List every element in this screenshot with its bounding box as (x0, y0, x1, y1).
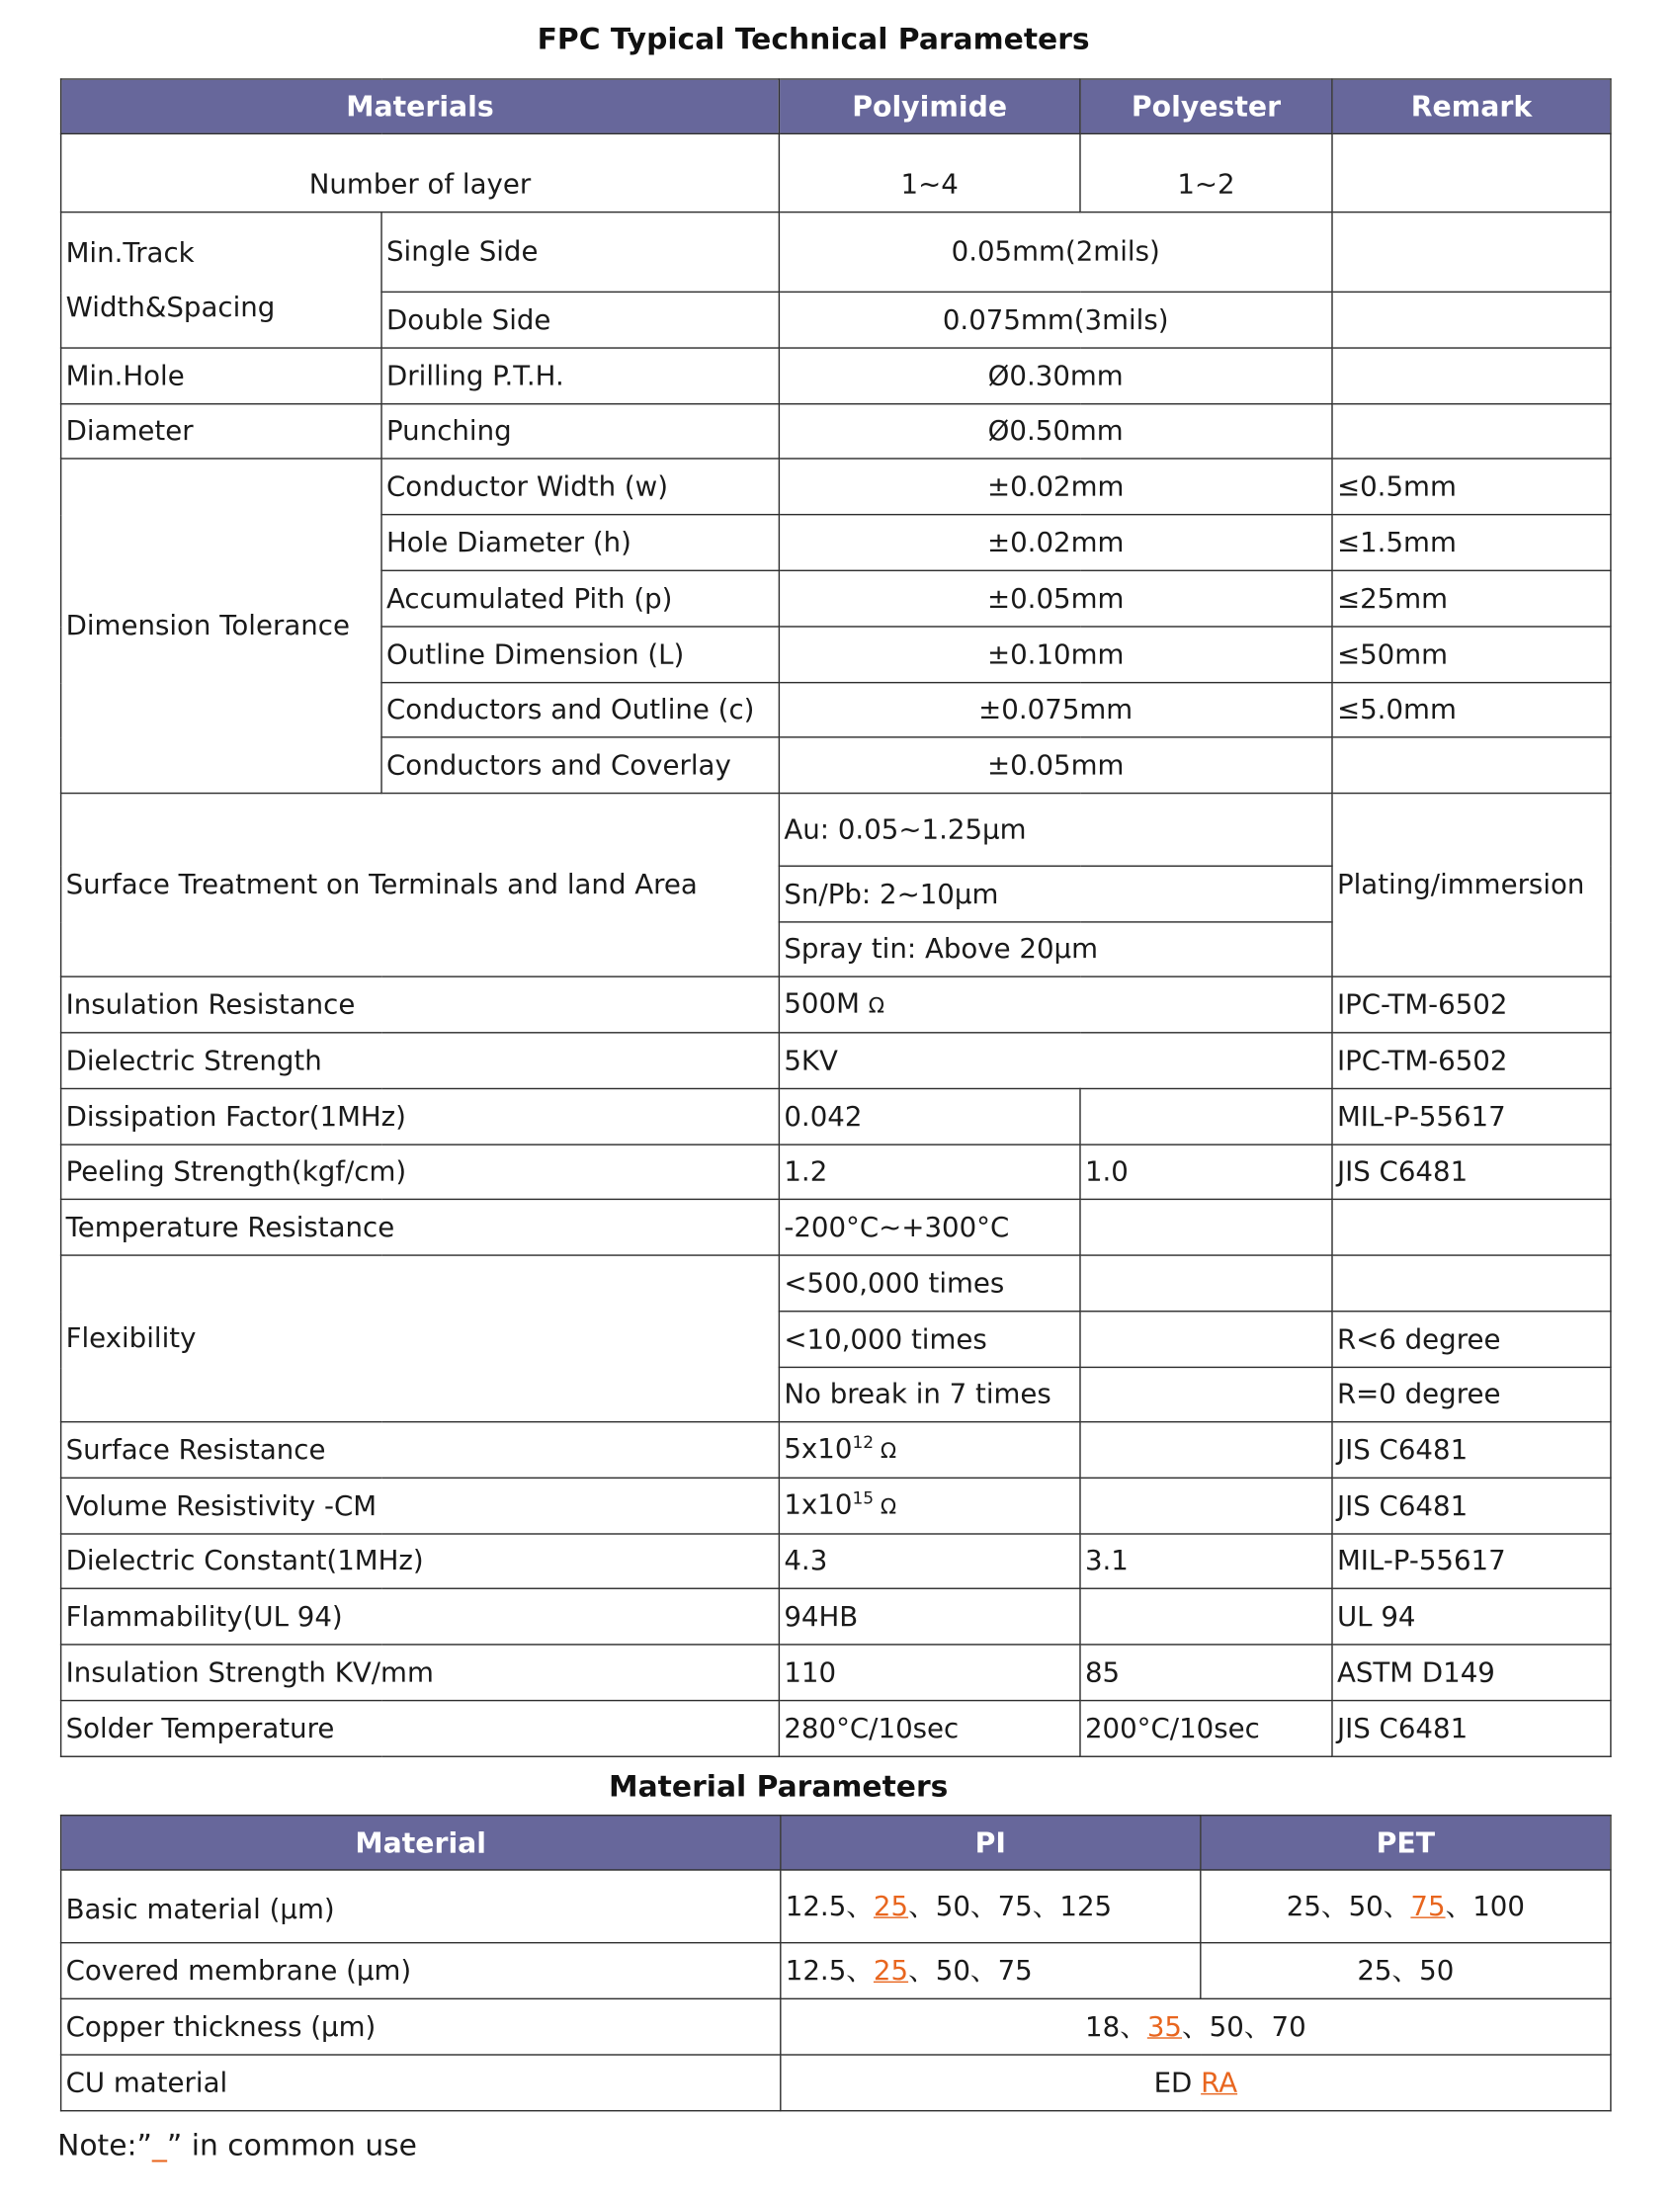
row-label: Dielectric Strength (61, 1033, 780, 1089)
row-label: Surface Treatment on Terminals and land Area (61, 794, 780, 977)
table-row (61, 1199, 1611, 1255)
row-label: Copper thickness (μm) (61, 1998, 781, 2055)
row-label-line: Width&Spacing (65, 291, 276, 324)
cell-remark: ≤50mm (1332, 627, 1611, 683)
table-row (61, 1701, 1611, 1757)
row-label: Diameter (61, 404, 381, 459)
cell-remark: ASTM D149 (1332, 1645, 1611, 1701)
row-label: Insulation Resistance (61, 976, 780, 1033)
ohm-symbol: Ω (874, 1493, 897, 1520)
common-use-value: 75 (1410, 1889, 1446, 1922)
table-row (61, 794, 1611, 867)
cell-remark: JIS C6481 (1332, 1478, 1611, 1534)
table-header-row (61, 1816, 1611, 1870)
cell-remark: JIS C6481 (1332, 1422, 1611, 1479)
cell-remark: IPC-TM-6502 (1332, 976, 1611, 1033)
sub-label: Conductors and Coverlay (381, 737, 779, 794)
list-separator: 、 (1320, 1889, 1349, 1922)
row-label: Dielectric Constant(1MHz) (61, 1534, 780, 1588)
value-text: 500M (784, 986, 869, 1020)
cell-pi (781, 1943, 1201, 1999)
cell-remark: MIL-P-55617 (1332, 1088, 1611, 1144)
cell-value: ±0.05mm (779, 737, 1332, 794)
cell-polyester: 1~2 (1080, 133, 1332, 212)
value-base: 5x10 (784, 1432, 853, 1465)
cell-value: ±0.02mm (779, 459, 1332, 515)
note-prefix: Note:” (57, 2128, 152, 2162)
cell-value: Ø0.30mm (779, 348, 1332, 404)
cell-value: Spray tin: Above 20μm (779, 922, 1332, 976)
ohm-symbol: Ω (874, 1437, 897, 1464)
row-label: Covered membrane (μm) (61, 1943, 781, 1999)
cell-copper (781, 1998, 1611, 2055)
cell-value: ±0.02mm (779, 515, 1332, 571)
row-label: Min.Hole (61, 348, 381, 404)
table-row (61, 133, 1611, 212)
table-row (61, 1478, 1611, 1534)
list-value: 50 (1419, 1954, 1455, 1987)
cell-polyimide: -200°C~+300°C (779, 1199, 1080, 1255)
list-value: 75 (997, 1954, 1033, 1987)
value-ed: ED (1153, 2066, 1202, 2098)
cell-value: 5KV (779, 1033, 1332, 1089)
common-use-value: 35 (1146, 2009, 1183, 2043)
list-value: 50 (1348, 1889, 1384, 1922)
row-label: Volume Resistivity -CM (61, 1478, 780, 1534)
ohm-symbol: Ω (868, 992, 884, 1018)
list-separator: 、 (846, 1954, 874, 1987)
list-value: 100 (1472, 1889, 1525, 1922)
page-title: FPC Typical Technical Parameters (537, 22, 1090, 56)
list-separator: 、 (908, 1954, 936, 1987)
list-value: 50 (935, 1954, 970, 1987)
list-separator: 、 (1391, 1954, 1420, 1987)
row-label: Dimension Tolerance (61, 459, 381, 794)
header-pi: PI (781, 1816, 1201, 1870)
table-row (61, 1998, 1611, 2055)
cell-remark: ≤0.5mm (1332, 459, 1611, 515)
list-separator: 、 (846, 1889, 874, 1922)
sub-label: Outline Dimension (L) (381, 627, 779, 683)
row-label: Surface Resistance (61, 1422, 780, 1479)
cell-polyester (1080, 1255, 1332, 1312)
cell-remark: R=0 degree (1332, 1367, 1611, 1421)
header-materials: Materials (61, 79, 780, 133)
common-use-value: 25 (873, 1954, 909, 1987)
table-row (61, 1534, 1611, 1588)
sub-label: Conductors and Outline (c) (381, 683, 779, 737)
list-value: 125 (1059, 1889, 1113, 1922)
cell-cu (781, 2055, 1611, 2111)
table-row (61, 2055, 1611, 2111)
list-value: 12.5 (785, 1889, 847, 1922)
cell-remark: ≤5.0mm (1332, 683, 1611, 737)
row-label: Solder Temperature (61, 1701, 780, 1757)
cell-polyimide: 4.3 (779, 1534, 1080, 1588)
header-material: Material (61, 1816, 781, 1870)
row-label (61, 212, 381, 348)
cell-polyimide: 0.042 (779, 1088, 1080, 1144)
cell-remark: JIS C6481 (1332, 1701, 1611, 1757)
cell-remark: IPC-TM-6502 (1332, 1033, 1611, 1089)
value-ra: RA (1201, 2066, 1238, 2098)
cell-polyimide: 280°C/10sec (779, 1701, 1080, 1757)
cell-pet (1201, 1943, 1611, 1999)
cell-polyester (1080, 1478, 1332, 1534)
list-value: 12.5 (785, 1954, 847, 1987)
cell-remark: JIS C6481 (1332, 1144, 1611, 1199)
row-label: CU material (61, 2055, 781, 2111)
cell-polyimide: <10,000 times (779, 1312, 1080, 1368)
table-row (61, 1588, 1611, 1645)
cell-polyester: 1.0 (1080, 1144, 1332, 1199)
cell-value: ±0.05mm (779, 570, 1332, 627)
technical-parameters-table (60, 78, 1612, 1757)
cell-polyester (1080, 1199, 1332, 1255)
cell-polyester (1080, 1312, 1332, 1368)
header-polyimide: Polyimide (779, 79, 1080, 133)
cell-remark (1332, 404, 1611, 459)
row-label: Peeling Strength(kgf/cm) (61, 1144, 780, 1199)
list-value: 50 (1209, 2009, 1244, 2043)
cell-remark (1332, 737, 1611, 794)
cell-polyester (1080, 1088, 1332, 1144)
cell-polyimide: <500,000 times (779, 1255, 1080, 1312)
cell-polyimide: 1.2 (779, 1144, 1080, 1199)
table-row (61, 976, 1611, 1033)
sub-label: Punching (381, 404, 779, 459)
table-row (61, 1645, 1611, 1701)
cell-polyester (1080, 1422, 1332, 1479)
cell-polyester: 3.1 (1080, 1534, 1332, 1588)
list-value: 25 (1286, 1889, 1321, 1922)
cell-value: 0.075mm(3mils) (779, 292, 1332, 348)
list-separator: 、 (1182, 2009, 1210, 2043)
cell-remark (1332, 348, 1611, 404)
table-row (61, 1033, 1611, 1089)
header-remark: Remark (1332, 79, 1611, 133)
table-row (61, 404, 1611, 459)
table-row (61, 1943, 1611, 1999)
sub-label: Drilling P.T.H. (381, 348, 779, 404)
list-separator: 、 (969, 1889, 998, 1922)
sub-label: Conductor Width (w) (381, 459, 779, 515)
cell-pi (781, 1870, 1201, 1943)
cell-value: ±0.10mm (779, 627, 1332, 683)
cell-polyimide: 1~4 (779, 133, 1080, 212)
sub-label: Double Side (381, 292, 779, 348)
cell-remark (1332, 133, 1611, 212)
cell-remark: Plating/immersion (1332, 794, 1611, 977)
table-row (61, 1144, 1611, 1199)
table-row (61, 212, 1611, 293)
cell-remark (1332, 1255, 1611, 1312)
list-value: 70 (1271, 2009, 1306, 2043)
sub-label: Accumulated Pith (p) (381, 570, 779, 627)
list-value: 18 (1085, 2009, 1121, 2043)
cell-polyester (1080, 1588, 1332, 1645)
row-label: Dissipation Factor(1MHz) (61, 1088, 780, 1144)
list-value: 50 (935, 1889, 970, 1922)
row-label: Flammability(UL 94) (61, 1588, 780, 1645)
note-suffix: ” in common use (166, 2128, 417, 2162)
table-row (61, 1422, 1611, 1479)
cell-value: Sn/Pb: 2~10μm (779, 866, 1332, 922)
cell-polyimide (779, 1422, 1080, 1479)
cell-remark: UL 94 (1332, 1588, 1611, 1645)
cell-pet (1201, 1870, 1611, 1943)
cell-value: Au: 0.05~1.25μm (779, 794, 1332, 867)
cell-polyester (1080, 1367, 1332, 1421)
table-row (61, 459, 1611, 515)
list-separator: 、 (908, 1889, 936, 1922)
cell-polyimide (779, 1478, 1080, 1534)
row-label: Flexibility (61, 1255, 780, 1422)
list-separator: 、 (1383, 1889, 1411, 1922)
cell-remark: MIL-P-55617 (1332, 1534, 1611, 1588)
cell-polyester: 85 (1080, 1645, 1332, 1701)
list-separator: 、 (1120, 2009, 1147, 2043)
material-parameters-table (60, 1815, 1612, 2111)
value-exponent: 12 (852, 1432, 875, 1453)
list-separator: 、 (1445, 1889, 1473, 1922)
header-polyester: Polyester (1080, 79, 1332, 133)
common-use-value: 25 (873, 1889, 909, 1922)
cell-remark (1332, 292, 1611, 348)
table-row (61, 1088, 1611, 1144)
value-base: 1x10 (784, 1487, 853, 1521)
cell-value: Ø0.50mm (779, 404, 1332, 459)
header-pet: PET (1201, 1816, 1611, 1870)
cell-polyester: 200°C/10sec (1080, 1701, 1332, 1757)
list-separator: 、 (969, 1954, 998, 1987)
row-label: Number of layer (61, 133, 780, 212)
value-exponent: 15 (852, 1487, 875, 1508)
cell-polyimide: No break in 7 times (779, 1367, 1080, 1421)
cell-polyimide: 94HB (779, 1588, 1080, 1645)
list-value: 25 (1357, 1954, 1392, 1987)
cell-remark (1332, 1199, 1611, 1255)
cell-remark: R<6 degree (1332, 1312, 1611, 1368)
footnote (57, 2128, 417, 2162)
list-separator: 、 (1032, 1889, 1060, 1922)
list-value: 75 (997, 1889, 1033, 1922)
sub-label: Hole Diameter (h) (381, 515, 779, 571)
row-label: Temperature Resistance (61, 1199, 780, 1255)
row-label: Basic material (μm) (61, 1870, 781, 1943)
cell-value: 0.05mm(2mils) (779, 212, 1332, 293)
cell-value (779, 976, 1332, 1033)
cell-remark (1332, 212, 1611, 293)
cell-remark: ≤25mm (1332, 570, 1611, 627)
row-label: Insulation Strength KV/mm (61, 1645, 780, 1701)
table-row (61, 1255, 1611, 1312)
table-header-row (61, 79, 1611, 133)
note-mark: _ (151, 2128, 167, 2162)
sub-label: Single Side (381, 212, 779, 293)
section-title: Material Parameters (608, 1769, 949, 1804)
cell-polyimide: 110 (779, 1645, 1080, 1701)
table-row (61, 1870, 1611, 1943)
row-label-line: Min.Track (65, 236, 195, 270)
cell-remark: ≤1.5mm (1332, 515, 1611, 571)
list-separator: 、 (1243, 2009, 1272, 2043)
cell-value: ±0.075mm (779, 683, 1332, 737)
table-row (61, 348, 1611, 404)
